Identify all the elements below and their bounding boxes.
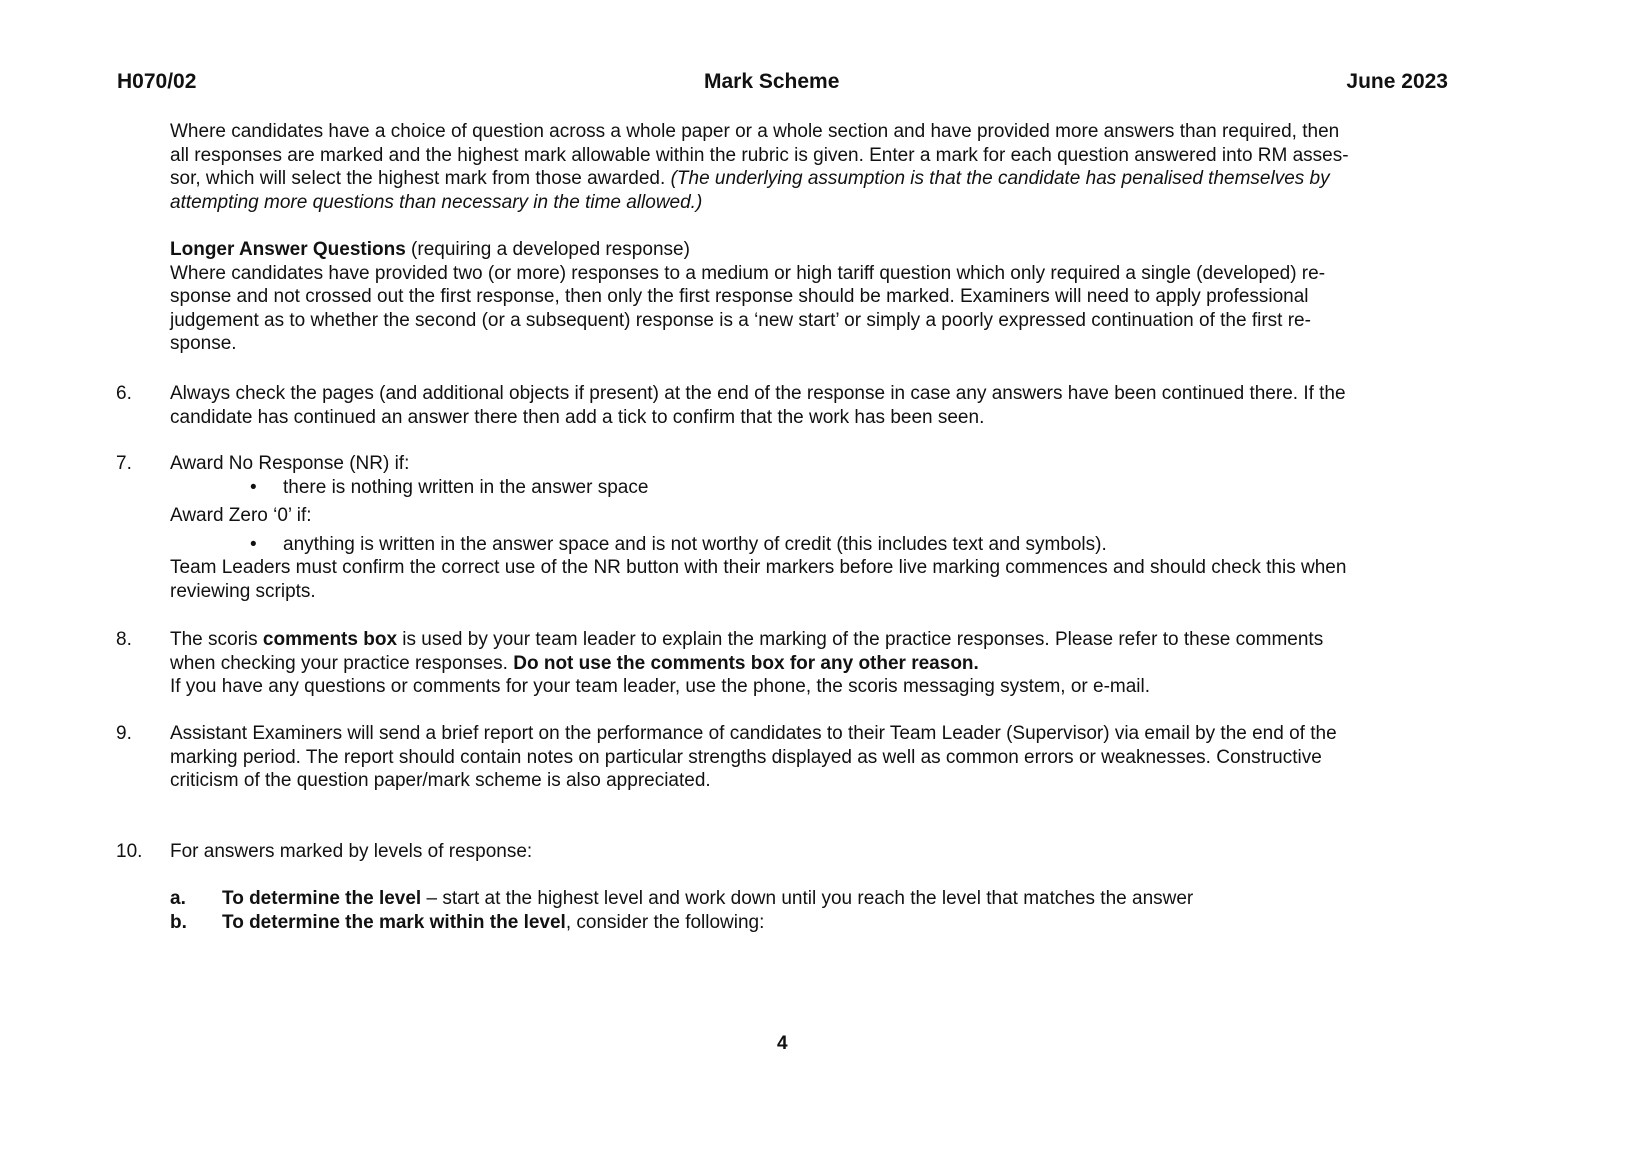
text: sor, which will select the highest mark from those awarded. xyxy=(170,168,671,190)
paper-code: H070/02 xyxy=(117,70,197,93)
bullet-icon: • xyxy=(250,533,257,555)
item-7 xyxy=(170,452,1346,603)
text: when checking your practice responses. xyxy=(170,652,514,674)
exam-date: June 2023 xyxy=(1346,70,1448,93)
text-line xyxy=(170,167,1349,191)
bullet-item xyxy=(170,533,1346,557)
bullet-text: there is nothing written in the answer space xyxy=(283,476,649,498)
page-title: Mark Scheme xyxy=(704,70,840,93)
italic-note: attempting more questions than necessary in the time allowed.) xyxy=(170,191,703,213)
text-line: Assistant Examiners will send a brief report on the performance of candidates to their Team Leader (Supervisor) via email by the end of the xyxy=(170,723,1337,744)
heading-bold: Longer Answer Questions xyxy=(170,239,406,260)
sub-item-b xyxy=(170,911,1193,935)
bullet-icon: • xyxy=(250,476,257,498)
text-line xyxy=(170,628,1323,652)
text-line: For answers marked by levels of response: xyxy=(170,841,533,862)
text-line xyxy=(170,191,1349,215)
item-8 xyxy=(170,628,1323,699)
item-number: 6. xyxy=(116,383,132,404)
text-line: criticism of the question paper/mark scheme is also appreciated. xyxy=(170,770,711,792)
text-line: candidate has continued an answer there then add a tick to confirm that the work has been seen. xyxy=(170,406,985,428)
section-heading xyxy=(170,238,1325,262)
text-line: Team Leaders must confirm the correct use of the NR button with their markers before live marking commences and should check this when xyxy=(170,557,1347,579)
text: , consider the following: xyxy=(565,911,765,933)
bold-text: comments box xyxy=(262,629,398,650)
text-line: sponse. xyxy=(170,333,237,355)
item-9 xyxy=(170,722,1337,793)
text-line: reviewing scripts. xyxy=(170,580,316,602)
text-line xyxy=(170,652,1323,676)
text: The scoris xyxy=(170,629,263,650)
text-line: sponse and not crossed out the first response, then only the first response should be marked. Examiners will need to apply professional xyxy=(170,286,1309,308)
choice-paragraph xyxy=(170,120,1349,214)
item-number: 8. xyxy=(116,629,132,650)
sub-item-a xyxy=(170,887,1193,911)
item-number: 10. xyxy=(116,841,143,862)
text-line: marking period. The report should contain notes on particular strengths displayed as well as common errors or weaknesses. Constructive xyxy=(170,746,1322,768)
text: – start at the highest level and work down until you reach the level that matches the answer xyxy=(421,888,1194,909)
heading-rest: (requiring a developed response) xyxy=(405,239,690,260)
bold-text: To determine the mark within the level xyxy=(222,911,566,933)
item-number: 9. xyxy=(116,723,132,744)
italic-note: (The underlying assumption is that the candidate has penalised themselves by xyxy=(670,168,1330,190)
bullet-text: anything is written in the answer space and is not worthy of credit (this includes text and symbols). xyxy=(283,533,1107,555)
text-line: Award No Response (NR) if: xyxy=(170,453,410,474)
sub-label: b. xyxy=(170,911,187,933)
text-line: Where candidates have a choice of question across a whole paper or a whole section and have provided more answers than required, then xyxy=(170,121,1340,142)
bullet-item xyxy=(170,476,1346,504)
item-6 xyxy=(170,382,1346,429)
item-10 xyxy=(170,840,1193,934)
longer-answer-section xyxy=(170,238,1325,356)
page-number: 4 xyxy=(777,1033,788,1054)
bold-text: To determine the level xyxy=(222,888,422,909)
text: is used by your team leader to explain the marking of the practice responses. Please refer to these comments xyxy=(397,629,1324,650)
text-line: Always check the pages (and additional objects if present) at the end of the response in case any answers have been continued there. If the xyxy=(170,383,1346,404)
text-line: If you have any questions or comments for your team leader, use the phone, the scoris messaging system, or e-mail. xyxy=(170,676,1151,698)
text-line: all responses are marked and the highest mark allowable within the rubric is given. Enter a mark for each question answered into RM asses- xyxy=(170,144,1349,166)
text-line: judgement as to whether the second (or a subsequent) response is a ‘new start’ or simply a poorly expressed continuation of the first re- xyxy=(170,309,1311,331)
item-number: 7. xyxy=(116,453,132,474)
text-line: Award Zero ‘0’ if: xyxy=(170,504,312,526)
sub-label: a. xyxy=(170,888,186,909)
bold-text: Do not use the comments box for any other reason. xyxy=(513,652,979,674)
text-line: Where candidates have provided two (or more) responses to a medium or high tariff question which only required a single (developed) re- xyxy=(170,262,1326,284)
